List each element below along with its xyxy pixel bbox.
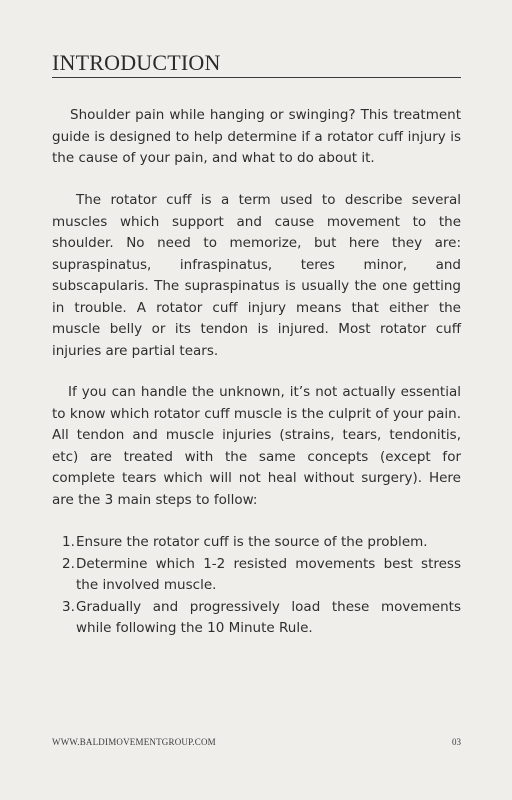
page-title: INTRODUCTION — [52, 50, 461, 78]
list-item-number: 3. — [62, 598, 75, 615]
list-item-text: Gradually and progressively load these movements while following the 10 Minute Rule. — [76, 598, 461, 636]
list-item — [52, 554, 461, 597]
rotator-cuff-paragraph: The rotator cuff is a term used to describe several muscles which support and cause movement to the shoulder. No need to memorize, but here they are: supraspinatus, infraspinatus, teres minor, and subscapularis. The supraspinatus is usually the one getting in trouble. A rotator cuff injury means that either the muscle belly or its tendon is injured. Most rotator cuff injuries are partial tears. — [52, 192, 461, 359]
list-item — [52, 597, 461, 640]
intro-paragraph: Shoulder pain while hanging or swinging? This treatment guide is designed to help determine if a rotator cuff injury is the cause of your pain, and what to do about it. — [52, 107, 461, 166]
list-item-text: Ensure the rotator cuff is the source of the problem. — [76, 534, 428, 550]
list-item-number: 2. — [62, 555, 75, 572]
list-item-number: 1. — [62, 534, 75, 550]
steps-intro-paragraph: If you can handle the unknown, it’s not actually essential to know which rotator cuff muscle is the culprit of your pain. All tendon and muscle injuries (strains, tears, tendonitis, etc) are treated with the same concepts (except for complete tears which will not heal without surgery). Here are the 3 main steps to follow: — [52, 384, 461, 508]
page-number: 03 — [452, 737, 461, 747]
footer-website-link[interactable]: WWW.BALDIMOVEMENTGROUP.COM — [52, 737, 216, 747]
list-item-text: Determine which 1-2 resisted movements best stress the involved muscle. — [76, 555, 461, 593]
steps-list — [52, 532, 461, 640]
document-page — [52, 0, 461, 800]
list-item — [52, 532, 461, 554]
